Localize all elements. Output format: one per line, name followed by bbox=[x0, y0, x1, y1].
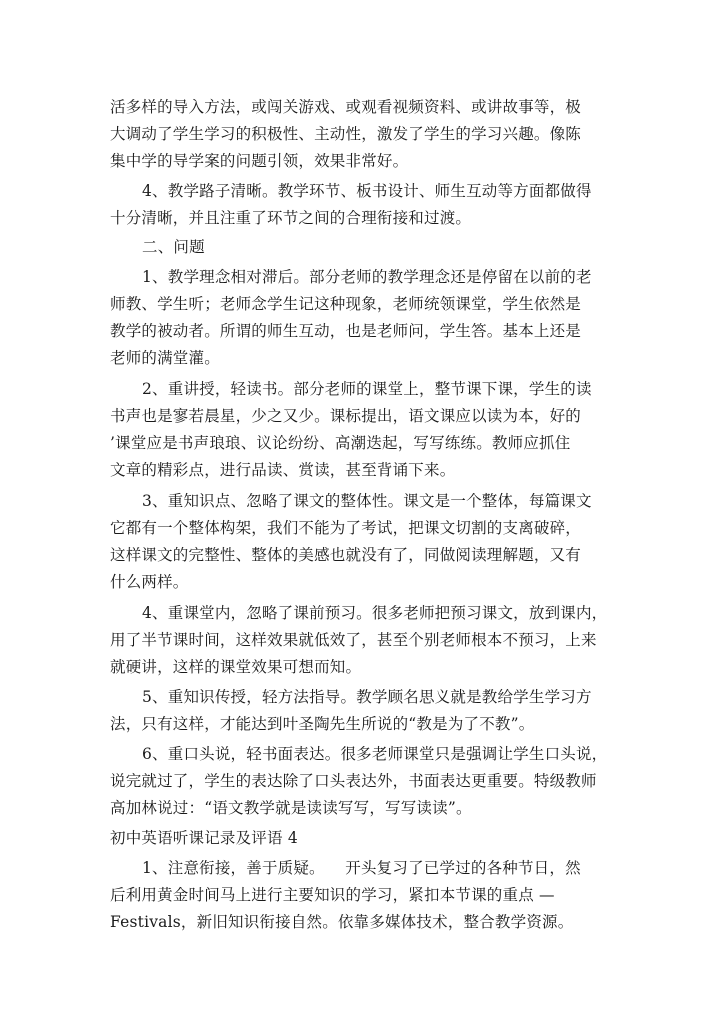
text-line: 2、重讲授，轻读书。部分老师的课堂上，整节课下课，学生的读 bbox=[142, 380, 592, 398]
text-line: 活多样的导入方法，或闯关游戏、或观看视频资料、或讲故事等，极 bbox=[110, 98, 582, 116]
text-line: 这样课文的完整性、整体的美感也就没有了，同做阅读理解题，又有 bbox=[110, 546, 582, 564]
text-line: 集中学的导学案的问题引领，效果非常好。 bbox=[110, 152, 409, 170]
text-line: 什么两样。 bbox=[110, 573, 189, 591]
text-line: 高加林说过：“语文教学就是读读写写，写写读读”。 bbox=[110, 799, 472, 817]
text-line: 4、教学路子清晰。教学环节、板书设计、师生互动等方面都做得 bbox=[142, 182, 592, 200]
text-line: 老师的满堂灌。 bbox=[110, 349, 220, 367]
text-line: 1、注意衔接，善于质疑。 开头复习了已学过的各种节日，然 bbox=[142, 859, 581, 877]
text-line: 它都有一个整体构架，我们不能为了考试，把课文切割的支离破碎， bbox=[110, 519, 582, 537]
text-line: 教学的被动者。所谓的师生互动，也是老师问，学生答。基本上还是 bbox=[110, 322, 582, 340]
text-line: 1、教学理念相对滞后。部分老师的教学理念还是停留在以前的老 bbox=[142, 268, 592, 286]
text-line: 大调动了学生学习的积极性、主动性，激发了学生的学习兴趣。像陈 bbox=[110, 125, 582, 143]
text-line: 说完就过了，学生的表达除了口头表达外，书面表达更重要。特级教师 bbox=[110, 772, 597, 790]
text-line: 书声也是寥若晨星，少之又少。课标提出，语文课应以读为本，好的 bbox=[110, 407, 582, 425]
text-line: 6、重口头说，轻书面表达。很多老师课堂只是强调让学生口头说， bbox=[142, 745, 608, 763]
text-line: 5、重知识传授，轻方法指导。教学顾名思义就是教给学生学习方 bbox=[142, 688, 592, 706]
section-heading: 二、问题 bbox=[142, 238, 205, 256]
text-line: 文章的精彩点，进行品读、赏读，甚至背诵下来。 bbox=[110, 461, 456, 479]
text-line: 用了半节课时间，这样效果就低效了，甚至个别老师根本不预习，上来 bbox=[110, 631, 597, 649]
text-line: 3、重知识点、忽略了课文的整体性。课文是一个整体，每篇课文 bbox=[142, 492, 592, 510]
text-line: 就硬讲，这样的课堂效果可想而知。 bbox=[110, 658, 362, 676]
text-line: 后利用黄金时间马上进行主要知识的学习，紧扣本节课的重点 — bbox=[110, 886, 555, 904]
text-line: 师教、学生听；老师念学生记这种现象，老师统领课堂，学生依然是 bbox=[110, 295, 582, 313]
text-line: 4、重课堂内，忽略了课前预习。很多老师把预习课文，放到课内， bbox=[142, 604, 608, 622]
text-line: 法，只有这样，才能达到叶圣陶先生所说的“教是为了不教”。 bbox=[110, 715, 535, 733]
text-line: 十分清晰，并且注重了环节之间的合理衔接和过渡。 bbox=[110, 209, 472, 227]
text-line: ’课堂应是书声琅琅、议论纷纷、高潮迭起，写写练练。教师应抓住 bbox=[110, 434, 571, 452]
section-title: 初中英语听课记录及评语 4 bbox=[110, 829, 298, 847]
text-line: Festivals，新旧知识衔接自然。依靠多媒体技术，整合教学资源。 bbox=[110, 913, 574, 931]
